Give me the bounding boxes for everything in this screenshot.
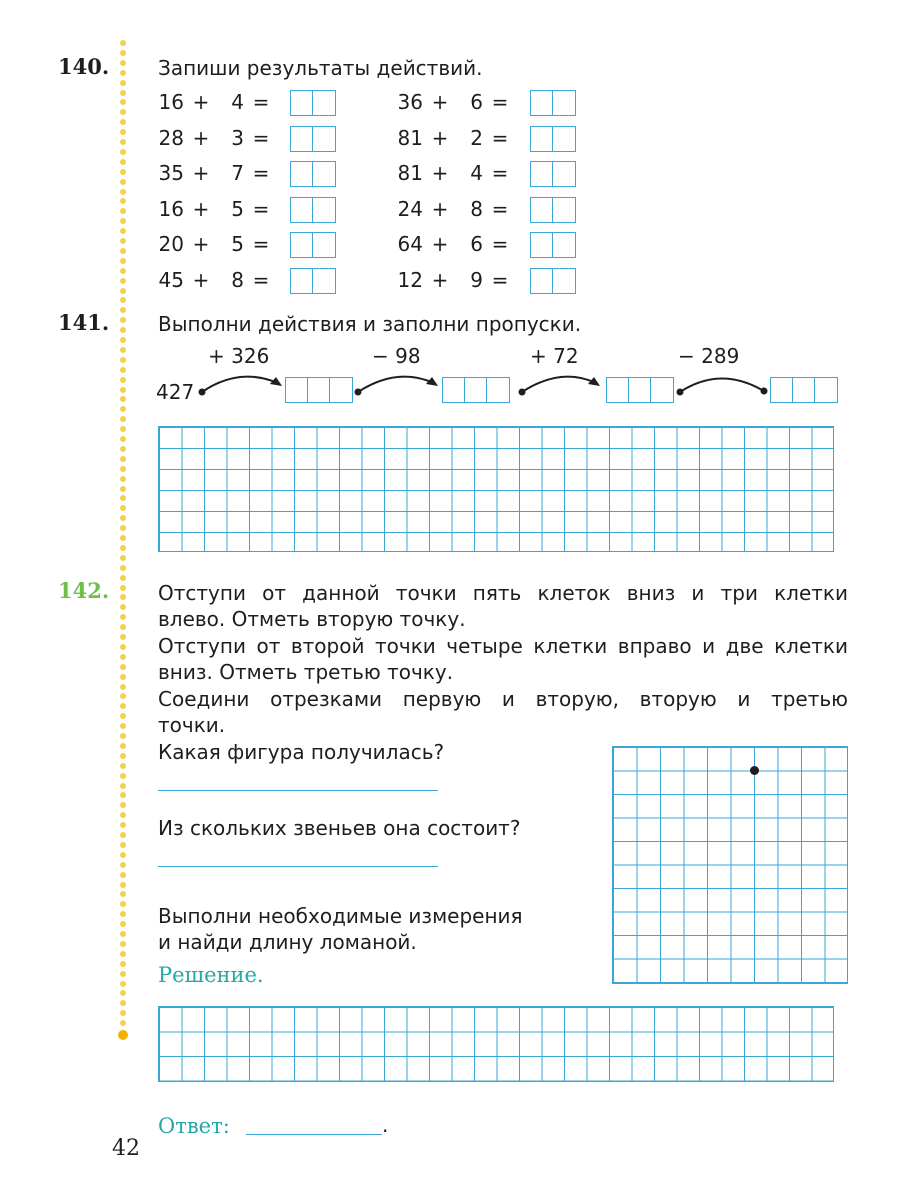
chain-step-2-label: − 98 — [372, 344, 421, 368]
chain-start-number: 427 — [156, 380, 195, 404]
answer-line-segments[interactable] — [158, 866, 438, 867]
chain-dot-4 — [677, 389, 684, 396]
given-point — [750, 766, 759, 775]
operand-a: 20 — [158, 232, 184, 256]
operand-a: 35 — [158, 161, 184, 185]
operator: + — [192, 90, 210, 114]
operand-b: 5 — [231, 196, 244, 221]
equals-sign: = — [491, 196, 509, 221]
chain-answer-box-3[interactable] — [606, 377, 674, 403]
final-answer-line[interactable] — [246, 1134, 382, 1135]
operator: + — [431, 125, 449, 150]
exercise-142-line-6: точки. — [158, 713, 226, 737]
equals-sign: = — [491, 232, 509, 256]
operand-b: 9 — [470, 267, 483, 292]
chain-dot-2 — [355, 389, 362, 396]
chain-step-3-label: + 72 — [530, 344, 579, 368]
operator: + — [192, 125, 210, 150]
answer-line-figure[interactable] — [158, 790, 438, 791]
equals-sign: = — [491, 161, 509, 185]
chain-dot-1 — [199, 389, 206, 396]
equals-sign: = — [491, 125, 509, 150]
operator: + — [431, 196, 449, 221]
operator: + — [431, 161, 449, 185]
solution-grid[interactable] — [158, 1006, 834, 1082]
equals-sign: = — [252, 267, 270, 292]
exercise-140-number: 140. — [58, 54, 110, 79]
operator: + — [192, 161, 210, 185]
question-segments: Из скольких звеньев она состоит? — [158, 816, 521, 840]
question-measure-line-2: и найди длину ломаной. — [158, 930, 417, 954]
chain-arrow-3 — [522, 377, 598, 392]
operand-b: 4 — [231, 90, 244, 114]
question-figure: Какая фигура получилась? — [158, 740, 445, 764]
chain-dot-3 — [519, 389, 526, 396]
operand-a: 45 — [158, 267, 184, 292]
equals-sign: = — [252, 161, 270, 185]
chain-arrow-2 — [358, 377, 436, 392]
exercise-142-line-4: вниз. Отметь третью точку. — [158, 660, 454, 684]
equals-sign: = — [252, 196, 270, 221]
operand-b: 8 — [231, 267, 244, 292]
chain-answer-box-1[interactable] — [285, 377, 353, 403]
operand-a: 16 — [158, 196, 184, 221]
final-answer-period: . — [382, 1113, 389, 1137]
operand-b: 6 — [470, 232, 483, 256]
operand-b: 4 — [470, 161, 483, 185]
page-number: 42 — [112, 1136, 140, 1161]
operand-b: 2 — [470, 125, 483, 150]
operand-a: 28 — [158, 125, 184, 150]
chain-dot-5 — [761, 388, 768, 395]
operand-a: 64 — [397, 232, 423, 256]
equals-sign: = — [491, 267, 509, 292]
question-measure-line-1: Выполни необходимые измерения — [158, 904, 523, 928]
operand-b: 7 — [231, 161, 244, 185]
exercise-141-number: 141. — [58, 310, 110, 335]
operand-a: 12 — [397, 267, 423, 292]
exercise-141-instruction: Выполни действия и заполни пропуски. — [158, 312, 582, 336]
equals-sign: = — [252, 125, 270, 150]
operand-a: 81 — [397, 161, 423, 185]
operator: + — [192, 267, 210, 292]
exercise-142-line-2: влево. Отметь вторую точку. — [158, 607, 466, 631]
operand-a: 36 — [397, 90, 423, 114]
equals-sign: = — [252, 90, 270, 114]
drawing-grid[interactable] — [612, 746, 848, 984]
chain-step-4-label: − 289 — [678, 344, 740, 368]
chain-arrows — [0, 0, 900, 420]
operator: + — [431, 232, 449, 256]
chain-answer-box-4[interactable] — [770, 377, 838, 403]
chain-arrow-1 — [202, 377, 280, 392]
operand-b: 6 — [470, 90, 483, 114]
chain-answer-box-2[interactable] — [442, 377, 510, 403]
exercise-142-line-5: Соедини отрезками первую и вторую, вторую и третью — [158, 687, 848, 711]
operand-b: 3 — [231, 125, 244, 150]
operand-a: 24 — [397, 196, 423, 221]
exercise-141-work-grid[interactable] — [158, 426, 834, 552]
equals-sign: = — [491, 90, 509, 114]
exercise-142-line-1: Отступи от данной точки пять клеток вниз и три клетки — [158, 581, 848, 605]
chain-arrow-4 — [680, 378, 762, 392]
operand-b: 5 — [231, 232, 244, 256]
operator: + — [192, 232, 210, 256]
exercise-142-line-3: Отступи от второй точки четыре клетки вправо и две клетки — [158, 634, 848, 658]
solution-label: Решение. — [158, 963, 264, 987]
operand-a: 81 — [397, 125, 423, 150]
operand-a: 16 — [158, 90, 184, 114]
answer-label: Ответ: — [158, 1114, 230, 1138]
exercise-142-number: 142. — [58, 578, 110, 603]
exercise-140-instruction: Запиши результаты действий. — [158, 56, 483, 80]
equals-sign: = — [252, 232, 270, 256]
operator: + — [431, 90, 449, 114]
operand-b: 8 — [470, 196, 483, 221]
operator: + — [431, 267, 449, 292]
chain-step-1-label: + 326 — [208, 344, 270, 368]
operator: + — [192, 196, 210, 221]
